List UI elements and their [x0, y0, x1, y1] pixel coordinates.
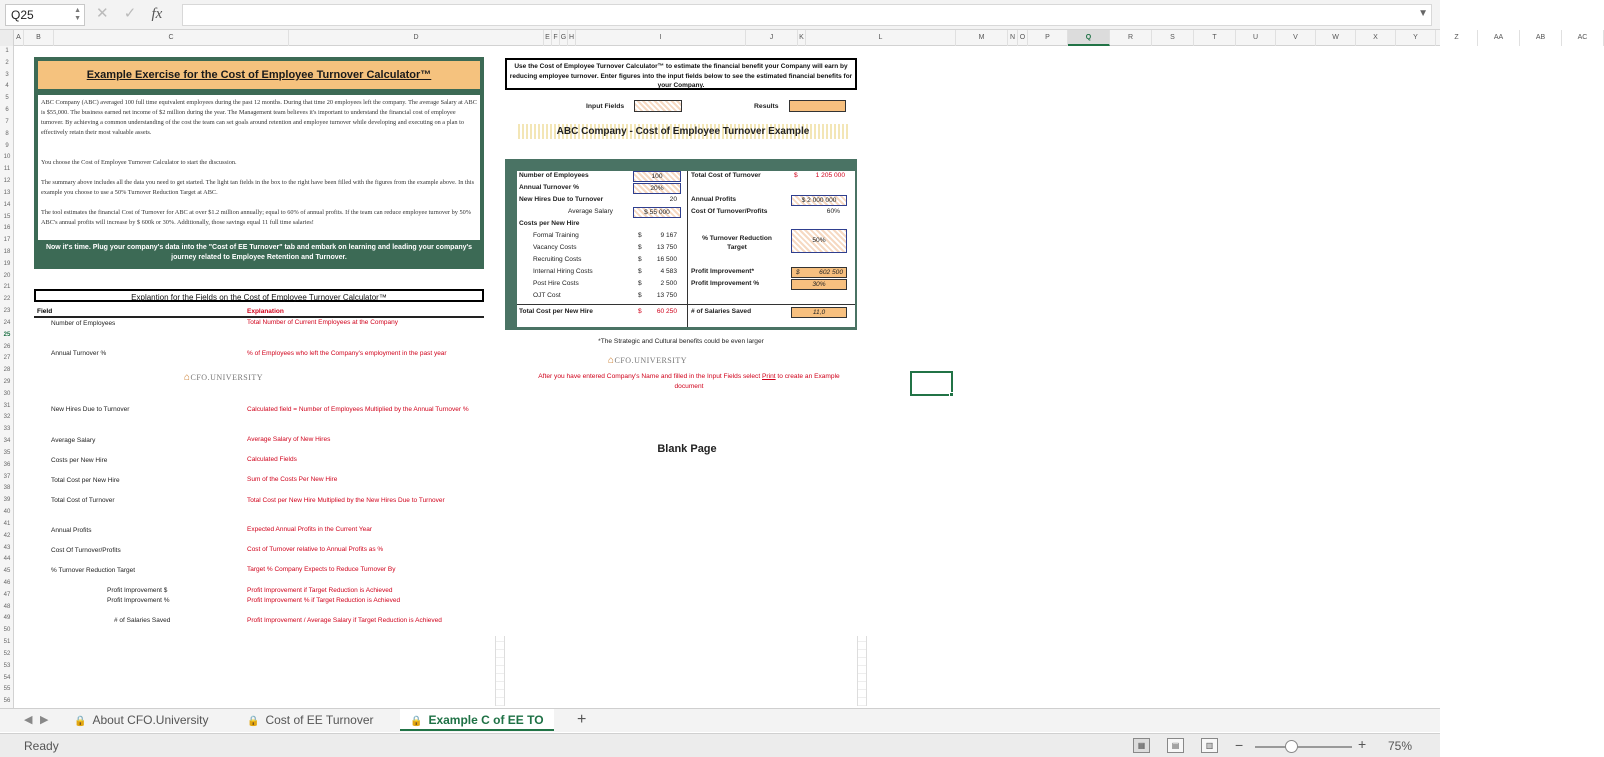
column-header-ab[interactable]: AB — [1520, 30, 1562, 46]
column-header-c[interactable]: C — [54, 30, 289, 46]
row-header-12[interactable]: 12 — [3, 178, 11, 185]
row-header-35[interactable]: 35 — [3, 449, 11, 456]
row-header-34[interactable]: 34 — [3, 438, 11, 445]
row-header-31[interactable]: 31 — [3, 402, 11, 409]
field-explanation: Calculated Fields — [247, 456, 297, 463]
cost-item-value: 4 583 — [660, 268, 677, 275]
cfo-logo-text: CFO.UNIVERSITY — [190, 373, 264, 382]
name-box-value: Q25 — [11, 8, 34, 22]
cost-profits-label: Cost Of Turnover/Profits — [691, 208, 768, 215]
cost-item-label: OJT Cost — [533, 292, 561, 299]
row-header-23[interactable]: 23 — [3, 308, 11, 315]
tab-cost-of-ee-turnover[interactable] — [237, 709, 384, 731]
field-label: Total Cost of Turnover — [51, 497, 115, 504]
fill-handle[interactable] — [949, 392, 954, 397]
zoom-out-icon[interactable]: − — [1235, 737, 1244, 753]
row-header-18[interactable]: 18 — [3, 248, 11, 255]
row-header-19[interactable]: 19 — [3, 260, 11, 267]
column-header-f[interactable]: F — [552, 30, 560, 46]
annual-turnover-input[interactable]: 20% — [633, 183, 681, 194]
column-header-o[interactable]: O — [1018, 30, 1028, 46]
row-header-14[interactable]: 14 — [3, 201, 11, 208]
field-explanation: % of Employees who left the Company's employment in the past year — [247, 350, 447, 357]
row-header-16[interactable]: 16 — [3, 225, 11, 232]
row-header-41[interactable]: 41 — [3, 520, 11, 527]
row-header-43[interactable]: 43 — [3, 544, 11, 551]
zoom-percent[interactable]: 75% — [1388, 739, 1413, 753]
tab-label: Cost of EE Turnover — [265, 713, 374, 727]
input-fields-label: Input Fields — [586, 103, 625, 110]
field-explanation: Target % Company Expects to Reduce Turnover By — [247, 566, 396, 573]
formula-input[interactable] — [182, 4, 1432, 26]
column-header-h[interactable]: H — [568, 30, 576, 46]
field-label: Profit Improvement $ — [107, 587, 168, 594]
column-header-j[interactable]: J — [746, 30, 798, 46]
formula-expand-icon[interactable]: ▼ — [1418, 8, 1428, 19]
row-header-56[interactable]: 56 — [3, 698, 11, 705]
row-header-52[interactable]: 52 — [3, 650, 11, 657]
new-hires-value: 20 — [669, 196, 677, 203]
row-header-4[interactable]: 4 — [5, 83, 9, 90]
print-instructions — [524, 372, 854, 392]
panel-title: Example Exercise for the Cost of Employee Turnover Calculator™ — [86, 69, 432, 81]
cost-item-value: 13 750 — [656, 292, 677, 299]
row-header-40[interactable]: 40 — [3, 509, 11, 516]
annual-turnover-label: Annual Turnover % — [519, 184, 579, 191]
select-all-corner[interactable] — [0, 30, 14, 46]
zoom-in-icon[interactable]: + — [1358, 736, 1367, 752]
page-break-view-icon[interactable]: ▥ — [1201, 738, 1218, 753]
results-swatch — [789, 100, 846, 112]
field-label: Profit Improvement % — [107, 597, 170, 604]
column-header-ac[interactable]: AC — [1562, 30, 1604, 46]
panel-paragraph-3: The summary above includes all the data you need to get started. The light tan fields in the box to the right have been filled with the figures from the example above. In this example you choose to use a 50% Turnover Reduction Target at ABC. — [41, 179, 475, 196]
row-header-47[interactable]: 47 — [3, 591, 11, 598]
row-header-28[interactable]: 28 — [3, 367, 11, 374]
column-header-t[interactable]: T — [1194, 30, 1236, 46]
column-header-r[interactable]: R — [1110, 30, 1152, 46]
field-label: Average Salary — [51, 437, 96, 444]
row-header-27[interactable]: 27 — [3, 355, 11, 362]
strategic-note: *The Strategic and Cultural benefits could be even larger — [598, 338, 764, 345]
tab-scroll-left-icon[interactable]: ◀ — [24, 714, 33, 726]
row-header-15[interactable]: 15 — [3, 213, 11, 220]
row-header-1[interactable]: 1 — [5, 48, 9, 54]
field-label: Annual Turnover % — [51, 350, 107, 357]
annual-profits-label: Annual Profits — [691, 196, 737, 203]
column-header-l[interactable]: L — [806, 30, 956, 46]
column-header-v[interactable]: V — [1276, 30, 1316, 46]
row-header-36[interactable]: 36 — [3, 461, 11, 468]
row-header-55[interactable]: 55 — [3, 686, 11, 693]
cost-profits-value: 60% — [826, 208, 840, 215]
total-turnover-currency: $ — [794, 172, 798, 179]
row-header-26[interactable]: 26 — [3, 343, 11, 350]
row-header-53[interactable]: 53 — [3, 662, 11, 669]
enter-icon[interactable]: ✓ — [123, 5, 137, 22]
cost-item-currency: $ — [638, 268, 642, 275]
reduction-target-input[interactable]: 50% — [791, 229, 847, 253]
field-explanation: Expected Annual Profits in the Current Year — [247, 526, 373, 533]
total-per-hire-currency: $ — [638, 308, 642, 315]
annual-profits-input[interactable]: $ 2 000 000 — [791, 195, 847, 206]
field-explanation: Calculated field = Number of Employees Multiplied by the Annual Turnover % — [247, 406, 469, 413]
cfo-logo-text: CFO.UNIVERSITY — [614, 356, 688, 365]
page-break-marker — [495, 636, 505, 706]
row-header-42[interactable]: 42 — [3, 532, 11, 539]
column-header-aa[interactable]: AA — [1478, 30, 1520, 46]
row-header-21[interactable]: 21 — [3, 284, 11, 291]
profit-improvement-pct-label: Profit Improvement % — [691, 280, 760, 287]
row-header-39[interactable]: 39 — [3, 497, 11, 504]
lock-icon: 🔒 — [247, 716, 260, 727]
cost-item-label: Formal Training — [533, 232, 579, 239]
field-label: New Hires Due to Turnover — [51, 406, 130, 413]
cost-item-currency: $ — [638, 232, 642, 239]
row-header-32[interactable]: 32 — [3, 414, 11, 421]
sheet-tab-bar — [0, 708, 1440, 732]
cfo-logo-icon: ⌂ — [184, 372, 191, 383]
row-header-38[interactable]: 38 — [3, 485, 11, 492]
field-explanation: Profit Improvement / Average Salary if Target Reduction is Achieved — [247, 617, 442, 624]
tab-example-c-of-ee-to[interactable] — [400, 709, 554, 731]
cost-item-label: Post Hire Costs — [533, 280, 579, 287]
field-explanation: Profit Improvement if Target Reduction is Achieved — [247, 587, 393, 594]
avg-salary-label: Average Salary — [568, 208, 613, 215]
total-divider — [517, 304, 855, 305]
tab-label: Example C of EE TO — [428, 713, 544, 727]
status-bar — [0, 733, 1440, 757]
zoom-slider-thumb[interactable] — [1285, 740, 1298, 753]
cost-item-value: 13 750 — [656, 244, 677, 251]
cost-item-currency: $ — [638, 292, 642, 299]
add-sheet-icon[interactable]: + — [577, 711, 587, 728]
row-header-25[interactable]: 25 — [3, 331, 11, 338]
field-label: Total Cost per New Hire — [51, 477, 120, 484]
profit-improvement-label: Profit Improvement* — [691, 268, 755, 275]
column-header-u[interactable]: U — [1236, 30, 1276, 46]
tab-label: About CFO.University — [92, 713, 209, 727]
zoom-slider[interactable] — [1255, 746, 1352, 748]
print-instructions-b: to create an Example document — [674, 373, 840, 390]
column-header-x[interactable]: X — [1356, 30, 1396, 46]
formula-bar — [0, 0, 1440, 30]
field-explanation: Cost of Turnover relative to Annual Profits as % — [247, 546, 384, 553]
explanation-header: Explanation — [247, 308, 284, 315]
column-header-q[interactable]: Q — [1068, 30, 1110, 46]
costs-per-hire-label: Costs per New Hire — [519, 220, 580, 227]
field-label: Cost Of Turnover/Profits — [51, 547, 121, 554]
status-ready: Ready — [24, 739, 59, 753]
input-fields-swatch — [634, 100, 682, 112]
row-header-50[interactable]: 50 — [3, 627, 11, 634]
total-per-hire-label: Total Cost per New Hire — [519, 308, 593, 315]
print-link[interactable]: Print — [762, 373, 776, 380]
cost-item-currency: $ — [638, 280, 642, 287]
panel-body — [38, 95, 480, 240]
column-header-i[interactable]: I — [576, 30, 746, 46]
fx-icon[interactable]: fx — [151, 6, 163, 22]
row-header-2[interactable]: 2 — [5, 59, 9, 66]
total-turnover-label: Total Cost of Turnover — [691, 172, 761, 179]
panel-paragraph-1: ABC Company (ABC) averaged 100 full time equivalent employees during the past 12 months. During that time 20 employees left the company. The average Salary at ABC is $55,000. The business earned net income of $2 million during the year. The Management team believes it's important to understand the financial cost of employee turnover. By achieving a common understanding of the cost the team can set goals around retention and employee turnover while developing and executing on a plan to effectively retain their most valuable assets. — [41, 99, 477, 136]
name-box-spinner-icon[interactable]: ▲ ▼ — [74, 7, 81, 22]
example-panel — [34, 57, 484, 269]
cancel-icon[interactable]: ✕ — [96, 5, 109, 22]
column-header-e[interactable]: E — [544, 30, 552, 46]
column-header-b[interactable]: B — [24, 30, 54, 46]
profit-improvement-currency: $ — [796, 269, 800, 276]
calculator-inner — [517, 171, 855, 327]
row-header-13[interactable]: 13 — [3, 189, 11, 196]
field-label: Costs per New Hire — [51, 457, 108, 464]
formula-icons — [96, 4, 173, 26]
tab-about-cfo-university[interactable] — [64, 709, 219, 731]
column-header-d[interactable]: D — [289, 30, 544, 46]
column-header-p[interactable]: P — [1028, 30, 1068, 46]
explanation-title: Explantion for the Fields on the Cost of Employee Turnover Calculator™ — [34, 289, 484, 302]
results-label: Results — [754, 103, 779, 110]
profit-improvement-result — [791, 267, 847, 278]
row-header-54[interactable]: 54 — [3, 674, 11, 681]
row-header-8[interactable]: 8 — [5, 130, 9, 137]
field-explanation: Total Cost per New Hire Multiplied by the New Hires Due to Turnover — [247, 497, 445, 504]
row-header-37[interactable]: 37 — [3, 473, 11, 480]
row-header-20[interactable]: 20 — [3, 272, 11, 279]
row-header-44[interactable]: 44 — [3, 556, 11, 563]
cost-item-label: Recruiting Costs — [533, 256, 582, 263]
cost-item-value: 9 167 — [660, 232, 677, 239]
print-instructions-a: After you have entered Company's Name and filled in the Input Fields select — [538, 373, 763, 380]
field-label: % Turnover Reduction Target — [51, 567, 136, 574]
column-header-g[interactable]: G — [560, 30, 568, 46]
avg-salary-input[interactable]: $ 55 000 — [633, 207, 681, 218]
field-explanation: Sum of the Costs Per New Hire — [247, 476, 338, 483]
num-employees-label: Number of Employees — [519, 172, 589, 179]
row-header-33[interactable]: 33 — [3, 426, 11, 433]
row-header-3[interactable]: 3 — [5, 71, 9, 78]
cfo-university-logo — [184, 372, 263, 383]
salaries-saved-label: # of Salaries Saved — [691, 308, 752, 315]
reduction-target-label: % Turnover Reduction Target — [702, 235, 772, 251]
row-header-9[interactable]: 9 — [5, 142, 9, 149]
row-header-30[interactable]: 30 — [3, 390, 11, 397]
panel-paragraph-2: You choose the Cost of Employee Turnover Calculator to start the discussion. — [41, 159, 237, 166]
column-header-y[interactable]: Y — [1396, 30, 1436, 46]
cost-item-currency: $ — [638, 244, 642, 251]
cost-item-value: 16 500 — [656, 256, 677, 263]
field-label: Annual Profits — [51, 527, 92, 534]
field-explanation: Average Salary of New Hires — [247, 436, 331, 443]
calculator-box — [505, 159, 857, 330]
panel-title-bar — [38, 61, 480, 89]
cost-item-value: 2 500 — [660, 280, 677, 287]
column-header-m[interactable]: M — [956, 30, 1008, 46]
name-box[interactable] — [5, 4, 85, 26]
lock-icon: 🔒 — [410, 716, 423, 727]
row-header-10[interactable]: 10 — [3, 154, 11, 161]
panel-footer: Now it's time. Plug your company's data into the "Cost of EE Turnover" tab and embark on learning and leading your company's journey related to Employee Retention and Turnover. — [45, 244, 473, 261]
cost-item-label: Vacancy Costs — [533, 244, 577, 251]
cfo-university-logo — [608, 355, 687, 366]
num-employees-input[interactable]: 100 — [633, 171, 681, 182]
salaries-saved-result: 11,0 — [791, 307, 847, 318]
column-header-z[interactable]: Z — [1436, 30, 1478, 46]
column-header-a[interactable]: A — [14, 30, 24, 46]
column-divider — [687, 171, 688, 327]
normal-view-icon[interactable]: ▦ — [1133, 738, 1150, 753]
lock-icon: 🔒 — [74, 716, 87, 727]
row-header-24[interactable]: 24 — [3, 319, 11, 326]
row-header-48[interactable]: 48 — [3, 603, 11, 610]
row-header-45[interactable]: 45 — [3, 568, 11, 575]
column-header — [0, 30, 1588, 46]
field-header: Field — [37, 308, 53, 315]
profit-improvement-value: 602 500 — [819, 269, 843, 276]
new-hires-label: New Hires Due to Turnover — [519, 196, 604, 203]
page-break-marker — [857, 636, 867, 706]
row-header-29[interactable]: 29 — [3, 379, 11, 385]
cost-item-currency: $ — [638, 256, 642, 263]
row-header-11[interactable]: 11 — [3, 166, 11, 173]
row-header-51[interactable]: 51 — [3, 639, 11, 646]
panel-paragraph-4: The tool estimates the financial Cost of Turnover for ABC at over $1.2 million annually; equal to 60% of annual profits. If the team can reduce employee turnover by 50% ABC's annual profits will increase by $ 600k or 30%. Additionally, those savings equal 11 full time salaries! — [41, 209, 472, 226]
field-explanation: Profit Improvement % if Target Reduction is Achieved — [247, 597, 401, 604]
row-header — [0, 46, 14, 708]
sheet-grid[interactable] — [14, 46, 1440, 708]
tab-scroll-right-icon[interactable]: ▶ — [40, 714, 49, 726]
page-layout-view-icon[interactable]: ▤ — [1167, 738, 1184, 753]
total-per-hire-value: 60 250 — [656, 308, 677, 315]
cfo-logo-icon: ⌂ — [608, 355, 615, 366]
column-header-w[interactable]: W — [1316, 30, 1356, 46]
row-header-5[interactable]: 5 — [5, 95, 9, 102]
column-header-k[interactable]: K — [798, 30, 806, 46]
row-header-7[interactable]: 7 — [5, 118, 9, 125]
row-header-22[interactable]: 22 — [3, 296, 11, 303]
row-header-49[interactable]: 49 — [3, 615, 11, 622]
row-header-17[interactable]: 17 — [3, 237, 11, 244]
intro-box: Use the Cost of Employee Turnover Calculator™ to estimate the financial benefit your Company will earn by reducing employee turnover. Enter figures into the input fields below to see the estimated financial benefits for your Company. — [505, 58, 857, 90]
cost-item-label: Internal Hiring Costs — [533, 268, 593, 275]
column-header-s[interactable]: S — [1152, 30, 1194, 46]
row-header-6[interactable]: 6 — [5, 107, 9, 114]
field-explanation: Total Number of Current Employees at the Company — [247, 319, 399, 326]
row-header-46[interactable]: 46 — [3, 579, 11, 586]
field-label: # of Salaries Saved — [114, 617, 171, 624]
selected-cell[interactable] — [910, 371, 953, 396]
total-turnover-value: 1 205 000 — [815, 172, 845, 179]
profit-improvement-pct-result: 30% — [791, 279, 847, 290]
column-header-n[interactable]: N — [1008, 30, 1018, 46]
field-label: Number of Employees — [51, 320, 116, 327]
company-title[interactable]: ABC Company - Cost of Employee Turnover Example — [518, 124, 848, 139]
blank-page-label: Blank Page — [657, 443, 717, 455]
